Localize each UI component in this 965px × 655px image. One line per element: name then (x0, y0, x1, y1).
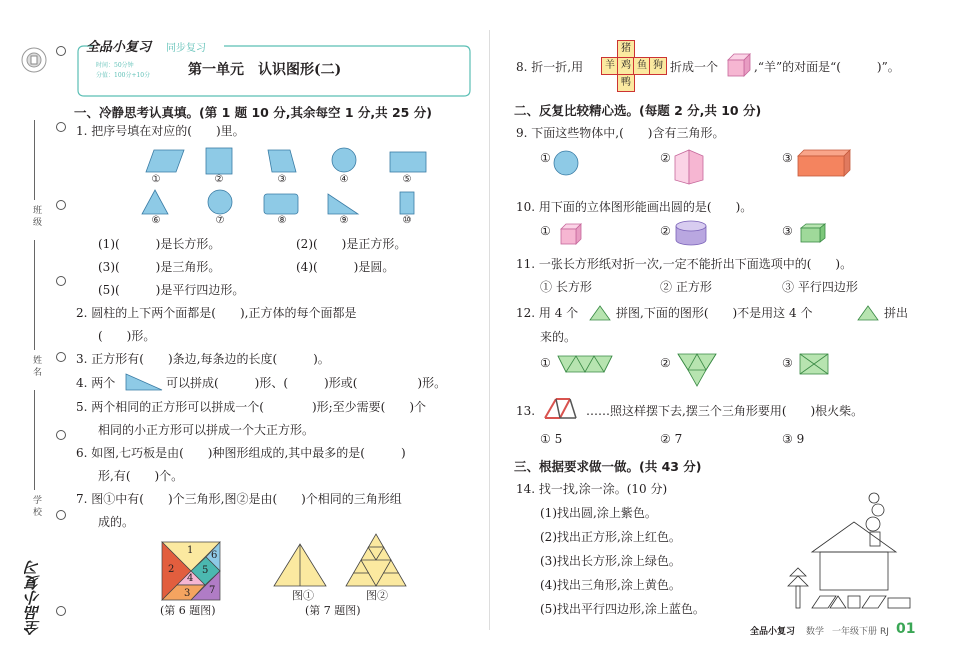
shape-num: ⑦ (215, 215, 225, 226)
circle-shape (332, 148, 356, 172)
hole (56, 46, 66, 56)
footer-subject: 数学 (806, 627, 825, 637)
q14-text: 14. 找一找,涂一涂。(10 分) (516, 482, 668, 496)
q12-text-mid: 拼图,下面的图形( )不是用这 4 个 (616, 306, 813, 320)
footer-brand: 全品小复习 (750, 627, 796, 637)
q5-text: 5. 两个相同的正方形可以拼成一个( )形;至少需要( )个 (76, 400, 427, 414)
hole (56, 430, 66, 440)
q10-cube (559, 222, 583, 246)
net-cell: 羊 (601, 57, 619, 75)
shape-num: ② (214, 174, 224, 185)
shape-num: ④ (339, 174, 349, 185)
shape-num: ③ (277, 174, 287, 185)
q14-sub1: (1)找出圆,涂上紫色。 (540, 506, 657, 520)
tangram-num: 5 (202, 565, 209, 576)
q1-shapes-row1 (136, 144, 436, 178)
q1-sub1: (1)( )是长方形。 (98, 237, 221, 251)
fig2-label: 图② (366, 589, 388, 602)
triangle-icon (856, 304, 880, 322)
q3-text: 3. 正方形有( )条边,每条边的长度( )。 (76, 352, 330, 366)
triangle-shape (328, 194, 358, 214)
hole (56, 122, 66, 132)
tangram-num: 3 (184, 588, 191, 599)
footer-grade: 一年级下册 (832, 627, 878, 637)
class-label: 班 级 (31, 205, 41, 226)
q7-figure-2 (344, 532, 408, 588)
q1-text: 1. 把序号填在对应的( )里。 (76, 124, 245, 138)
q7-text: 7. 图①中有( )个三角形,图②是由( )个相同的三角形组 (76, 492, 402, 506)
option-label: ① (540, 151, 551, 165)
q13-option-3: ③ 9 (782, 432, 805, 446)
divider (34, 120, 35, 200)
shape-num: ⑤ (402, 174, 412, 185)
tangram-num: 1 (187, 545, 194, 556)
page-title: 第一单元 认识图形(二) (188, 62, 342, 78)
net-cell: 狗 (649, 57, 667, 75)
q9-tent (673, 146, 707, 188)
tangram-num: 2 (168, 564, 175, 575)
q13-text: ……照这样摆下去,摆三个三角形要用( )根火柴。 (586, 404, 864, 418)
q13-number: 13. (516, 404, 536, 418)
option-label: ③ (782, 224, 793, 238)
q10-cylinder (674, 220, 708, 248)
hole (56, 606, 66, 616)
fig1-label: 图① (292, 589, 314, 602)
right-triangle-icon (124, 372, 164, 392)
q13-option-1: ① 5 (540, 432, 563, 446)
hole (56, 510, 66, 520)
q12-option-3 (798, 352, 830, 376)
q11-option-2: ② 正方形 (660, 280, 712, 294)
school-label: 学 校 (31, 495, 41, 516)
shape-num: ⑨ (339, 215, 349, 226)
circle-shape (208, 190, 232, 214)
ornament-icon (20, 30, 48, 90)
section-2-title: 二、反复比较精心选。(每题 2 分,共 10 分) (514, 103, 762, 118)
q7-text-cont: 成的。 (98, 515, 135, 529)
q9-box (796, 148, 852, 178)
q5-text-cont: 相同的小正方形可以拼成一个大正方形。 (98, 423, 315, 437)
net-cell: 鸭 (617, 74, 635, 92)
q9-text: 9. 下面这些物体中,( )含有三角形。 (516, 126, 725, 140)
tangram-num: 7 (209, 585, 216, 596)
square-shape (206, 148, 232, 174)
parallelogram-shape (146, 150, 184, 172)
option-label: ② (660, 151, 671, 165)
option-label: ② (660, 224, 671, 238)
q12-text-cont: 来的。 (540, 330, 577, 344)
hole (56, 276, 66, 286)
q10-text: 10. 用下面的立体图形能画出圆的是( )。 (516, 200, 753, 214)
q1-sub4: (4)( )是圆。 (296, 260, 395, 274)
tangram-num: 6 (211, 550, 218, 561)
option-label: ① (540, 356, 551, 370)
net-cell: 猪 (617, 40, 635, 58)
q8-text-mid: 折成一个 (670, 60, 719, 74)
rectangle-shape (390, 152, 426, 172)
q14-sub4: (4)找出三角形,涂上黄色。 (540, 578, 681, 592)
page-number: 01 (896, 621, 916, 637)
q1-sub5: (5)( )是平行四边形。 (98, 283, 245, 297)
house-figure (782, 490, 916, 614)
q12-text-end: 拼出 (884, 306, 909, 320)
option-label: ③ (782, 151, 793, 165)
q11-option-1: ① 长方形 (540, 280, 592, 294)
time-info: 时间：50分钟 (96, 62, 134, 69)
option-label: ① (540, 224, 551, 238)
q6-text-cont: 形,有( )个。 (98, 469, 184, 483)
q1-shapes-row2 (136, 186, 436, 218)
hole (56, 352, 66, 362)
divider (34, 240, 35, 350)
q14-sub3: (3)找出长方形,涂上绿色。 (540, 554, 681, 568)
q12-option-1 (556, 354, 614, 374)
hole (56, 200, 66, 210)
brand-logo: 全品小复习 (86, 40, 152, 55)
score-info: 分值：100分+10分 (96, 72, 151, 79)
rectangle-shape (264, 194, 298, 214)
q2-text: 2. 圆柱的上下两个面都是( ),正方体的每个面都是 (76, 306, 357, 320)
cube-icon (726, 52, 752, 78)
q6-text: 6. 如图,七巧板是由( )种图形组成的,其中最多的是( ) (76, 446, 406, 460)
net-cell: 鸡 (617, 57, 635, 75)
q14-sub5: (5)找出平行四边形,涂上蓝色。 (540, 602, 705, 616)
net-cell: 鱼 (633, 57, 651, 75)
trapezoid-shape (268, 150, 296, 172)
section-1-title: 一、冷静思考认真填。(第 1 题 10 分,其余每空 1 分,共 25 分) (74, 105, 432, 120)
triangle-shape (142, 190, 168, 214)
q4-text-cont: 可以拼成( )形、( )形或( )形。 (166, 376, 447, 390)
q1-sub2: (2)( )是正方形。 (296, 237, 407, 251)
matchstick-triangles (542, 396, 586, 422)
option-label: ③ (782, 356, 793, 370)
q2-text-cont: ( )形。 (98, 329, 156, 343)
q12-option-2 (676, 352, 718, 388)
brand-subtitle: 同步复习 (166, 43, 206, 54)
q7-figure-1 (272, 542, 328, 588)
binding-strip (0, 0, 62, 655)
q10-cuboid (799, 222, 827, 244)
side-logo: 全品小复习 (24, 560, 42, 635)
divider (34, 390, 35, 490)
q1-sub3: (3)( )是三角形。 (98, 260, 221, 274)
section-3-title: 三、根据要求做一做。(共 43 分) (514, 459, 702, 474)
shape-num: ① (151, 174, 161, 185)
option-label: ② (660, 356, 671, 370)
q4-text: 4. 两个 (76, 376, 116, 390)
fig7-caption: (第 7 题图) (305, 604, 361, 617)
q8-text-end: ,“羊”的对面是“( )”。 (754, 60, 900, 74)
name-label: 姓 名 (31, 355, 41, 376)
q12-text: 12. 用 4 个 (516, 306, 579, 320)
tangram-num: 4 (187, 573, 194, 584)
q11-option-3: ③ 平行四边形 (782, 280, 858, 294)
shape-num: ⑩ (402, 215, 412, 226)
footer-edition: RJ (880, 627, 889, 637)
triangle-icon (588, 304, 612, 322)
fig6-caption: (第 6 题图) (160, 604, 216, 617)
q13-option-2: ② 7 (660, 432, 683, 446)
rectangle-shape (400, 192, 414, 214)
q8-text: 8. 折一折,用 (516, 60, 584, 74)
q9-ball (553, 150, 579, 176)
shape-num: ⑥ (151, 215, 161, 226)
page-divider (489, 30, 490, 630)
q11-text: 11. 一张长方形纸对折一次,一定不能折出下面选项中的( )。 (516, 257, 853, 271)
q14-sub2: (2)找出正方形,涂上红色。 (540, 530, 681, 544)
shape-num: ⑧ (277, 215, 287, 226)
